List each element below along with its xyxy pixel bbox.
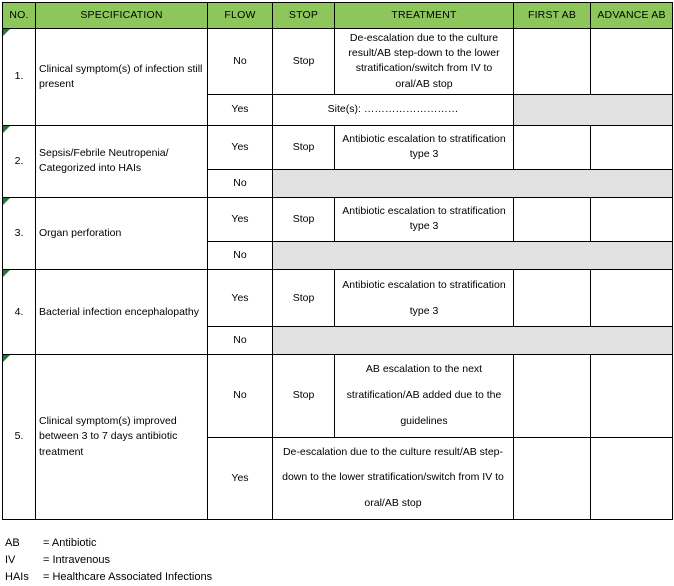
treatment-cell-5b: De-escalation due to the culture result/AB step-down to the lower stratification/switch from IV to oral/AB stop: [273, 437, 514, 519]
table-row: [3, 29, 673, 95]
disabled-row-cell-2b: [273, 169, 673, 197]
row-number-cell-4: [3, 269, 36, 355]
specification-cell-1: Clinical symptom(s) of infection still present: [36, 29, 208, 126]
row-number-cell-2: [3, 125, 36, 197]
advance-ab-cell-2a[interactable]: [591, 125, 673, 169]
table-row: [3, 355, 673, 437]
legend-item: [5, 552, 672, 569]
row-number-label: 4.: [14, 305, 24, 318]
column-header-no: NO.: [3, 3, 36, 29]
first-ab-cell-5a[interactable]: [514, 355, 591, 437]
corner-marker-icon: [3, 126, 10, 133]
stop-cell-4a: Stop: [273, 269, 335, 327]
flow-cell-1b: Yes: [208, 94, 273, 125]
stop-cell-1a: Stop: [273, 29, 335, 95]
first-ab-cell-2a[interactable]: [514, 125, 591, 169]
flow-cell-2b: No: [208, 169, 273, 197]
column-header-advance-ab: ADVANCE AB: [591, 3, 673, 29]
flow-cell-2a: Yes: [208, 125, 273, 169]
disabled-row-cell-4b: [273, 327, 673, 355]
flow-cell-5a: No: [208, 355, 273, 437]
row-number-cell-3: [3, 197, 36, 269]
legend-item: [5, 569, 672, 586]
row-number-label: 1.: [14, 70, 24, 83]
treatment-cell-4a: Antibiotic escalation to stratification type 3: [335, 269, 514, 327]
antibiotic-review-table: [2, 2, 673, 520]
site-input-cell[interactable]: Site(s): ………………………: [273, 94, 514, 125]
first-ab-cell-3a[interactable]: [514, 197, 591, 241]
disabled-row-cell-3b: [273, 241, 673, 269]
legend-term: IV: [5, 553, 16, 566]
table-body: [3, 29, 673, 520]
corner-marker-icon: [3, 270, 10, 277]
flow-cell-3a: Yes: [208, 197, 273, 241]
treatment-cell-5a: AB escalation to the next stratification/AB added due to the guidelines: [335, 355, 514, 437]
column-header-treatment: TREATMENT: [335, 3, 514, 29]
column-header-specification: SPECIFICATION: [36, 3, 208, 29]
flow-cell-4b: No: [208, 327, 273, 355]
row-number-label: 5.: [14, 430, 24, 443]
legend-term: HAIs: [5, 570, 29, 583]
legend-definition: = Intravenous: [43, 553, 110, 566]
flow-cell-5b: Yes: [208, 437, 273, 519]
row-number-label: 2.: [14, 154, 24, 167]
header-row: [3, 3, 673, 29]
flow-cell-4a: Yes: [208, 269, 273, 327]
row-number-label: 3.: [14, 226, 24, 239]
stop-cell-2a: Stop: [273, 125, 335, 169]
advance-ab-cell-3a[interactable]: [591, 197, 673, 241]
legend-item: [5, 535, 672, 552]
first-ab-cell-5b[interactable]: [514, 437, 591, 519]
advance-ab-cell-5b[interactable]: [591, 437, 673, 519]
advance-ab-cell-5a[interactable]: [591, 355, 673, 437]
specification-cell-4: Bacterial infection encephalopathy: [36, 269, 208, 355]
abbreviation-legend: [2, 535, 672, 586]
treatment-cell-1a: De-escalation due to the culture result/AB step-down to the lower stratification/switch from IV to oral/AB stop: [335, 29, 514, 95]
flow-cell-1a: No: [208, 29, 273, 95]
legend-definition: = Antibiotic: [43, 536, 97, 549]
specification-cell-2: Sepsis/Febrile Neutropenia/ Categorized into HAIs: [36, 125, 208, 197]
treatment-cell-2a: Antibiotic escalation to stratification type 3: [335, 125, 514, 169]
table-row: [3, 197, 673, 241]
treatment-cell-3a: Antibiotic escalation to stratification type 3: [335, 197, 514, 241]
table-header: [3, 3, 673, 29]
row-number-cell-1: [3, 29, 36, 126]
first-ab-cell-4a[interactable]: [514, 269, 591, 327]
column-header-first-ab: FIRST AB: [514, 3, 591, 29]
corner-marker-icon: [3, 198, 10, 205]
table-row: [3, 125, 673, 169]
corner-marker-icon: [3, 29, 10, 36]
first-ab-cell-1a[interactable]: [514, 29, 591, 95]
flow-cell-3b: No: [208, 241, 273, 269]
corner-marker-icon: [3, 355, 10, 362]
legend-term: AB: [5, 536, 20, 549]
stop-cell-3a: Stop: [273, 197, 335, 241]
advance-ab-cell-4a[interactable]: [591, 269, 673, 327]
specification-cell-3: Organ perforation: [36, 197, 208, 269]
advance-ab-cell-1a[interactable]: [591, 29, 673, 95]
stop-cell-5a: Stop: [273, 355, 335, 437]
column-header-flow: FLOW: [208, 3, 273, 29]
row-number-cell-5: [3, 355, 36, 519]
specification-cell-5: Clinical symptom(s) improved between 3 to 7 days antibiotic treatment: [36, 355, 208, 519]
table-row: [3, 269, 673, 327]
legend-definition: = Healthcare Associated Infections: [43, 570, 213, 583]
disabled-ab-cell-1b: [514, 94, 673, 125]
column-header-stop: STOP: [273, 3, 335, 29]
